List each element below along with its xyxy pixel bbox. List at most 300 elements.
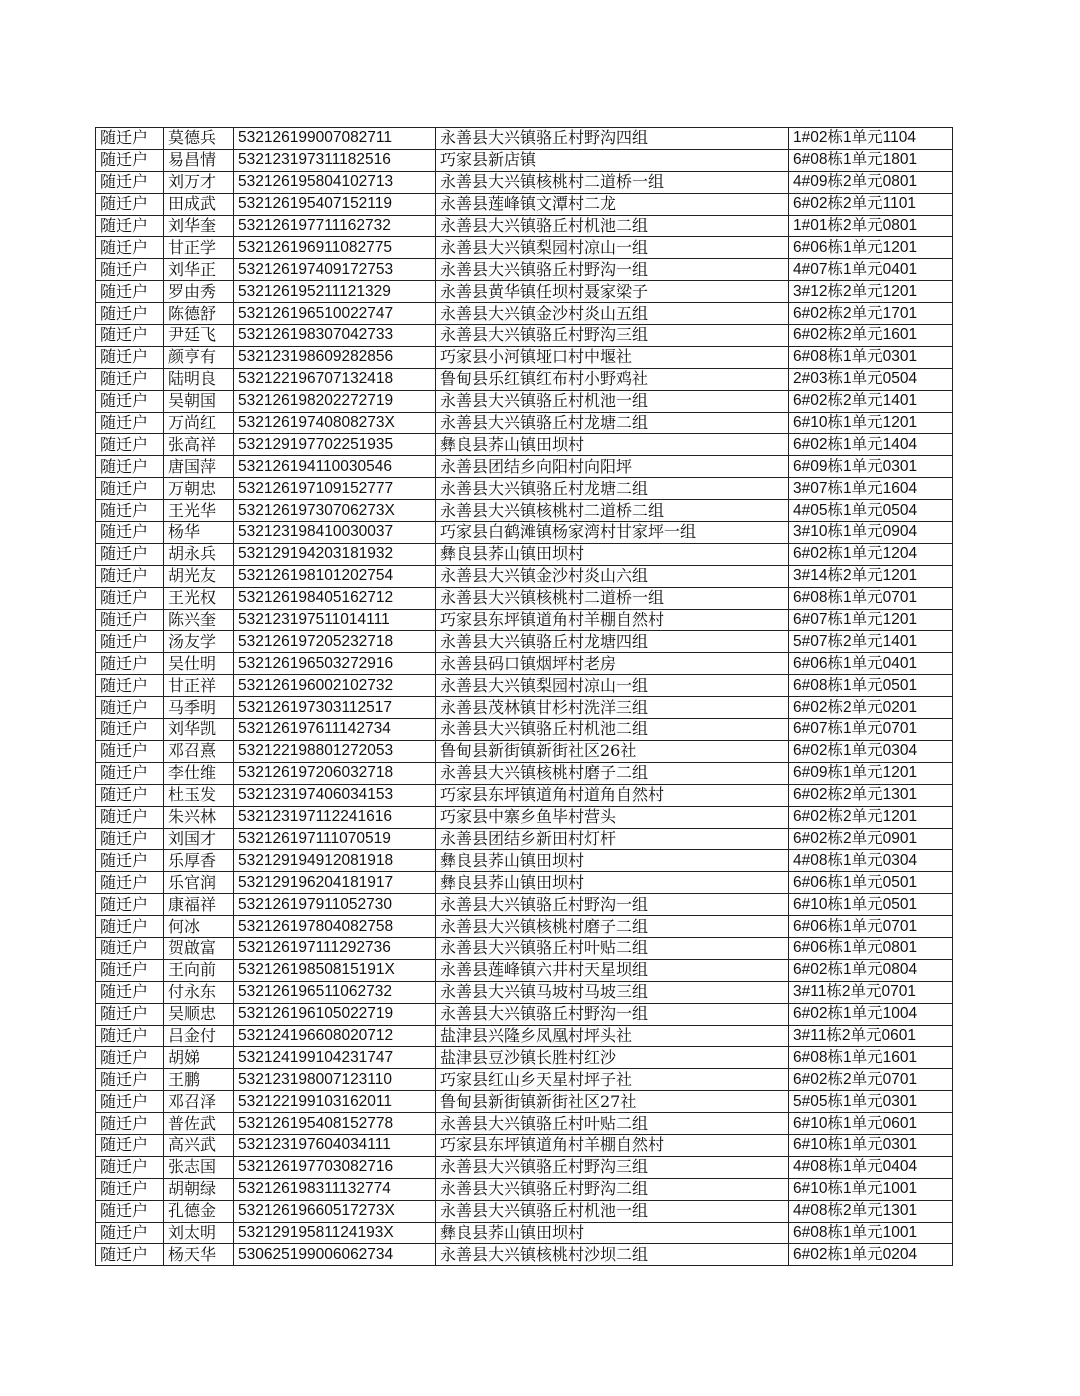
housing-unit-cell: 4#05栋1单元0504 — [789, 500, 953, 522]
household-type-cell: 随迁户 — [96, 1047, 164, 1069]
housing-unit-cell: 6#06栋1单元0801 — [789, 937, 953, 959]
origin-address-cell: 永善县大兴镇金沙村炎山五组 — [436, 303, 789, 325]
name-cell: 胡娣 — [164, 1047, 234, 1069]
table-row — [96, 565, 953, 587]
name-cell: 吴朝国 — [164, 390, 234, 412]
housing-unit-cell: 6#02栋2单元1701 — [789, 303, 953, 325]
table-row — [96, 128, 953, 150]
household-type-cell: 随迁户 — [96, 171, 164, 193]
table-row — [96, 149, 953, 171]
id-number-cell: 532122199103162011 — [234, 1091, 436, 1113]
household-type-cell: 随迁户 — [96, 916, 164, 938]
household-type-cell: 随迁户 — [96, 500, 164, 522]
id-number-cell: 532126195804102713 — [234, 171, 436, 193]
housing-unit-cell: 6#07栋1单元1201 — [789, 609, 953, 631]
housing-unit-cell: 4#07栋1单元0401 — [789, 259, 953, 281]
housing-unit-cell: 6#07栋1单元0701 — [789, 719, 953, 741]
household-type-cell: 随迁户 — [96, 872, 164, 894]
name-cell: 刘华正 — [164, 259, 234, 281]
household-type-cell: 随迁户 — [96, 631, 164, 653]
table-row — [96, 587, 953, 609]
origin-address-cell: 巧家县中寨乡鱼毕村营头 — [436, 806, 789, 828]
id-number-cell: 532123197311182516 — [234, 149, 436, 171]
name-cell: 万朝忠 — [164, 478, 234, 500]
origin-address-cell: 巧家县小河镇垭口村中堰社 — [436, 346, 789, 368]
origin-address-cell: 永善县码口镇烟坪村老房 — [436, 653, 789, 675]
household-type-cell: 随迁户 — [96, 346, 164, 368]
housing-unit-cell: 6#02栋1单元0204 — [789, 1244, 953, 1266]
name-cell: 吕金付 — [164, 1025, 234, 1047]
name-cell: 陈兴奎 — [164, 609, 234, 631]
table-row — [96, 697, 953, 719]
household-type-cell: 随迁户 — [96, 193, 164, 215]
name-cell: 王鹏 — [164, 1069, 234, 1091]
household-type-cell: 随迁户 — [96, 762, 164, 784]
household-type-cell: 随迁户 — [96, 412, 164, 434]
table-row — [96, 959, 953, 981]
id-number-cell: 532126194110030546 — [234, 456, 436, 478]
housing-unit-cell: 1#01栋2单元0801 — [789, 215, 953, 237]
name-cell: 甘正祥 — [164, 675, 234, 697]
household-type-cell: 随迁户 — [96, 543, 164, 565]
origin-address-cell: 永善县茂林镇甘杉村洗洋三组 — [436, 697, 789, 719]
origin-address-cell: 巧家县东坪镇道角村道角自然村 — [436, 784, 789, 806]
household-type-cell: 随迁户 — [96, 522, 164, 544]
housing-unit-cell: 6#08栋1单元0301 — [789, 346, 953, 368]
id-number-cell: 532126197711162732 — [234, 215, 436, 237]
name-cell: 王向前 — [164, 959, 234, 981]
household-type-cell: 随迁户 — [96, 675, 164, 697]
origin-address-cell: 巧家县东坪镇道角村羊棚自然村 — [436, 609, 789, 631]
table-row — [96, 762, 953, 784]
origin-address-cell: 永善县大兴镇核桃村二道桥一组 — [436, 171, 789, 193]
housing-unit-cell: 6#09栋1单元0301 — [789, 456, 953, 478]
table-row — [96, 1134, 953, 1156]
origin-address-cell: 彝良县荞山镇田坝村 — [436, 543, 789, 565]
household-type-cell: 随迁户 — [96, 959, 164, 981]
name-cell: 汤友学 — [164, 631, 234, 653]
origin-address-cell: 永善县大兴镇骆丘村机池一组 — [436, 1200, 789, 1222]
housing-unit-cell: 6#02栋1单元1204 — [789, 543, 953, 565]
name-cell: 陆明良 — [164, 368, 234, 390]
household-type-cell: 随迁户 — [96, 784, 164, 806]
name-cell: 莫德兵 — [164, 128, 234, 150]
housing-unit-cell: 3#10栋1单元0904 — [789, 522, 953, 544]
origin-address-cell: 永善县大兴镇核桃村磨子二组 — [436, 916, 789, 938]
household-type-cell: 随迁户 — [96, 697, 164, 719]
name-cell: 吴仕明 — [164, 653, 234, 675]
id-number-cell: 532126196511062732 — [234, 981, 436, 1003]
origin-address-cell: 永善县莲峰镇六井村天星坝组 — [436, 959, 789, 981]
household-type-cell: 随迁户 — [96, 937, 164, 959]
household-type-cell: 随迁户 — [96, 1244, 164, 1266]
housing-unit-cell: 6#10栋1单元1001 — [789, 1178, 953, 1200]
household-type-cell: 随迁户 — [96, 609, 164, 631]
table-row — [96, 850, 953, 872]
housing-unit-cell: 6#02栋2单元1301 — [789, 784, 953, 806]
household-type-cell: 随迁户 — [96, 368, 164, 390]
name-cell: 张高祥 — [164, 434, 234, 456]
id-number-cell: 53212619740808273X — [234, 412, 436, 434]
table-row — [96, 171, 953, 193]
id-number-cell: 532126195408152778 — [234, 1113, 436, 1135]
origin-address-cell: 永善县黄华镇任坝村聂家梁子 — [436, 281, 789, 303]
id-number-cell: 532126196002102732 — [234, 675, 436, 697]
housing-unit-cell: 5#05栋1单元0301 — [789, 1091, 953, 1113]
housing-unit-cell: 6#06栋1单元0501 — [789, 872, 953, 894]
name-cell: 杜玉发 — [164, 784, 234, 806]
id-number-cell: 532123197604034111 — [234, 1134, 436, 1156]
housing-unit-cell: 4#08栋1单元0404 — [789, 1156, 953, 1178]
name-cell: 胡永兵 — [164, 543, 234, 565]
housing-unit-cell: 6#06栋1单元0701 — [789, 916, 953, 938]
origin-address-cell: 永善县大兴镇核桃村二道桥一组 — [436, 587, 789, 609]
housing-unit-cell: 6#02栋1单元1004 — [789, 1003, 953, 1025]
housing-unit-cell: 3#12栋2单元1201 — [789, 281, 953, 303]
id-number-cell: 532123198410030037 — [234, 522, 436, 544]
housing-unit-cell: 3#11栋2单元0701 — [789, 981, 953, 1003]
table-body — [96, 128, 953, 1266]
name-cell: 易昌情 — [164, 149, 234, 171]
id-number-cell: 532126198202272719 — [234, 390, 436, 412]
housing-unit-cell: 6#08栋1单元0501 — [789, 675, 953, 697]
id-number-cell: 532126197111070519 — [234, 828, 436, 850]
name-cell: 乐官润 — [164, 872, 234, 894]
origin-address-cell: 永善县大兴镇核桃村二道桥二组 — [436, 500, 789, 522]
id-number-cell: 532124196608020712 — [234, 1025, 436, 1047]
id-number-cell: 532126197611142734 — [234, 719, 436, 741]
housing-unit-cell: 6#10栋1单元0301 — [789, 1134, 953, 1156]
table-row — [96, 1047, 953, 1069]
name-cell: 何冰 — [164, 916, 234, 938]
housing-unit-cell: 6#02栋2单元0901 — [789, 828, 953, 850]
table-row — [96, 1091, 953, 1113]
table-row — [96, 500, 953, 522]
origin-address-cell: 永善县大兴镇骆丘村龙塘二组 — [436, 412, 789, 434]
origin-address-cell: 永善县团结乡向阳村向阳坪 — [436, 456, 789, 478]
housing-unit-cell: 3#11栋2单元0601 — [789, 1025, 953, 1047]
table-row — [96, 719, 953, 741]
household-type-cell: 随迁户 — [96, 237, 164, 259]
id-number-cell: 532126196510022747 — [234, 303, 436, 325]
origin-address-cell: 鲁甸县新街镇新街社区26社 — [436, 740, 789, 762]
table-row — [96, 631, 953, 653]
id-number-cell: 532129194203181932 — [234, 543, 436, 565]
table-row — [96, 1113, 953, 1135]
table-row — [96, 1200, 953, 1222]
housing-unit-cell: 3#07栋1单元1604 — [789, 478, 953, 500]
origin-address-cell: 永善县大兴镇梨园村凉山一组 — [436, 675, 789, 697]
household-type-cell: 随迁户 — [96, 1134, 164, 1156]
name-cell: 邓召熹 — [164, 740, 234, 762]
table-row — [96, 806, 953, 828]
id-number-cell: 532124199104231747 — [234, 1047, 436, 1069]
origin-address-cell: 鲁甸县新街镇新街社区27社 — [436, 1091, 789, 1113]
table-row — [96, 740, 953, 762]
origin-address-cell: 彝良县荞山镇田坝村 — [436, 1222, 789, 1244]
table-row — [96, 609, 953, 631]
name-cell: 刘华奎 — [164, 215, 234, 237]
origin-address-cell: 盐津县豆沙镇长胜村红沙 — [436, 1047, 789, 1069]
name-cell: 刘国才 — [164, 828, 234, 850]
origin-address-cell: 鲁甸县乐红镇红布村小野鸡社 — [436, 368, 789, 390]
origin-address-cell: 巧家县新店镇 — [436, 149, 789, 171]
name-cell: 刘太明 — [164, 1222, 234, 1244]
id-number-cell: 532129194912081918 — [234, 850, 436, 872]
origin-address-cell: 永善县大兴镇骆丘村野沟三组 — [436, 1156, 789, 1178]
origin-address-cell: 永善县大兴镇骆丘村野沟一组 — [436, 1003, 789, 1025]
origin-address-cell: 永善县大兴镇金沙村炎山六组 — [436, 565, 789, 587]
table-row — [96, 325, 953, 347]
housing-unit-cell: 5#07栋2单元1401 — [789, 631, 953, 653]
table-row — [96, 456, 953, 478]
id-number-cell: 532123197511014111 — [234, 609, 436, 631]
relocation-register-table — [95, 127, 953, 1266]
origin-address-cell: 永善县大兴镇梨园村凉山一组 — [436, 237, 789, 259]
id-number-cell: 53212919581124193X — [234, 1222, 436, 1244]
table-row — [96, 478, 953, 500]
name-cell: 乐厚香 — [164, 850, 234, 872]
table-row — [96, 368, 953, 390]
id-number-cell: 532126197303112517 — [234, 697, 436, 719]
household-type-cell: 随迁户 — [96, 128, 164, 150]
table-row — [96, 872, 953, 894]
name-cell: 杨天华 — [164, 1244, 234, 1266]
housing-unit-cell: 1#02栋1单元1104 — [789, 128, 953, 150]
origin-address-cell: 永善县大兴镇骆丘村龙塘二组 — [436, 478, 789, 500]
household-type-cell: 随迁户 — [96, 894, 164, 916]
origin-address-cell: 巧家县白鹤滩镇杨家湾村甘家坪一组 — [436, 522, 789, 544]
table-row — [96, 1222, 953, 1244]
name-cell: 胡光友 — [164, 565, 234, 587]
id-number-cell: 532126198101202754 — [234, 565, 436, 587]
household-type-cell: 随迁户 — [96, 981, 164, 1003]
origin-address-cell: 巧家县东坪镇道角村羊棚自然村 — [436, 1134, 789, 1156]
name-cell: 刘万才 — [164, 171, 234, 193]
housing-unit-cell: 6#09栋1单元1201 — [789, 762, 953, 784]
housing-unit-cell: 4#09栋2单元0801 — [789, 171, 953, 193]
origin-address-cell: 永善县大兴镇核桃村磨子二组 — [436, 762, 789, 784]
housing-unit-cell: 6#02栋2单元0201 — [789, 697, 953, 719]
table-row — [96, 784, 953, 806]
household-type-cell: 随迁户 — [96, 828, 164, 850]
table-row — [96, 1178, 953, 1200]
household-type-cell: 随迁户 — [96, 215, 164, 237]
household-type-cell: 随迁户 — [96, 587, 164, 609]
origin-address-cell: 彝良县荞山镇田坝村 — [436, 872, 789, 894]
household-type-cell: 随迁户 — [96, 1069, 164, 1091]
table-row — [96, 675, 953, 697]
household-type-cell: 随迁户 — [96, 1113, 164, 1135]
housing-unit-cell: 6#10栋1单元1201 — [789, 412, 953, 434]
table-row — [96, 1003, 953, 1025]
housing-unit-cell: 6#02栋1单元0804 — [789, 959, 953, 981]
household-type-cell: 随迁户 — [96, 149, 164, 171]
id-number-cell: 532129197702251935 — [234, 434, 436, 456]
id-number-cell: 532126197111292736 — [234, 937, 436, 959]
household-type-cell: 随迁户 — [96, 390, 164, 412]
id-number-cell: 532123197112241616 — [234, 806, 436, 828]
table-row — [96, 916, 953, 938]
origin-address-cell: 永善县大兴镇骆丘村机池一组 — [436, 390, 789, 412]
id-number-cell: 532126196911082775 — [234, 237, 436, 259]
household-type-cell: 随迁户 — [96, 565, 164, 587]
name-cell: 付永东 — [164, 981, 234, 1003]
table-row — [96, 412, 953, 434]
household-type-cell: 随迁户 — [96, 303, 164, 325]
id-number-cell: 532123198609282856 — [234, 346, 436, 368]
origin-address-cell: 永善县大兴镇骆丘村机池二组 — [436, 215, 789, 237]
id-number-cell: 532126197109152777 — [234, 478, 436, 500]
name-cell: 王光权 — [164, 587, 234, 609]
housing-unit-cell: 4#08栋1单元0304 — [789, 850, 953, 872]
table-row — [96, 237, 953, 259]
id-number-cell: 532126198405162712 — [234, 587, 436, 609]
housing-unit-cell: 4#08栋2单元1301 — [789, 1200, 953, 1222]
housing-unit-cell: 6#02栋2单元0701 — [789, 1069, 953, 1091]
household-type-cell: 随迁户 — [96, 259, 164, 281]
name-cell: 甘正学 — [164, 237, 234, 259]
id-number-cell: 53212619730706273X — [234, 500, 436, 522]
origin-address-cell: 永善县大兴镇骆丘村叶贴二组 — [436, 937, 789, 959]
id-number-cell: 53212619850815191X — [234, 959, 436, 981]
household-type-cell: 随迁户 — [96, 281, 164, 303]
table-row — [96, 828, 953, 850]
id-number-cell: 532126197206032718 — [234, 762, 436, 784]
housing-unit-cell: 6#06栋1单元0401 — [789, 653, 953, 675]
household-type-cell: 随迁户 — [96, 1156, 164, 1178]
id-number-cell: 532126195211121329 — [234, 281, 436, 303]
table-row — [96, 215, 953, 237]
name-cell: 田成武 — [164, 193, 234, 215]
housing-unit-cell: 2#03栋1单元0504 — [789, 368, 953, 390]
origin-address-cell: 永善县大兴镇马坡村马坡三组 — [436, 981, 789, 1003]
name-cell: 普佐武 — [164, 1113, 234, 1135]
origin-address-cell: 彝良县荞山镇田坝村 — [436, 434, 789, 456]
table-row — [96, 303, 953, 325]
name-cell: 罗由秀 — [164, 281, 234, 303]
name-cell: 孔德金 — [164, 1200, 234, 1222]
housing-unit-cell: 6#02栋2单元1101 — [789, 193, 953, 215]
origin-address-cell: 永善县大兴镇骆丘村野沟二组 — [436, 1178, 789, 1200]
id-number-cell: 532126196503272916 — [234, 653, 436, 675]
id-number-cell: 532126195407152119 — [234, 193, 436, 215]
origin-address-cell: 永善县莲峰镇文潭村二龙 — [436, 193, 789, 215]
origin-address-cell: 永善县大兴镇核桃村沙坝二组 — [436, 1244, 789, 1266]
table-row — [96, 894, 953, 916]
id-number-cell: 532126199007082711 — [234, 128, 436, 150]
name-cell: 杨华 — [164, 522, 234, 544]
name-cell: 万尚红 — [164, 412, 234, 434]
origin-address-cell: 巧家县红山乡天星村坪子社 — [436, 1069, 789, 1091]
id-number-cell: 532126197804082758 — [234, 916, 436, 938]
household-type-cell: 随迁户 — [96, 653, 164, 675]
name-cell: 胡朝绿 — [164, 1178, 234, 1200]
table-row — [96, 937, 953, 959]
table-row — [96, 543, 953, 565]
household-type-cell: 随迁户 — [96, 1003, 164, 1025]
table-row — [96, 281, 953, 303]
household-type-cell: 随迁户 — [96, 1222, 164, 1244]
name-cell: 邓召泽 — [164, 1091, 234, 1113]
origin-address-cell: 永善县大兴镇骆丘村野沟三组 — [436, 325, 789, 347]
table-row — [96, 1069, 953, 1091]
name-cell: 朱兴林 — [164, 806, 234, 828]
name-cell: 康福祥 — [164, 894, 234, 916]
housing-unit-cell: 6#02栋2单元1201 — [789, 806, 953, 828]
id-number-cell: 532126197205232718 — [234, 631, 436, 653]
housing-unit-cell: 6#08栋1单元1001 — [789, 1222, 953, 1244]
housing-unit-cell: 6#02栋1单元1404 — [789, 434, 953, 456]
id-number-cell: 532123198007123110 — [234, 1069, 436, 1091]
household-type-cell: 随迁户 — [96, 456, 164, 478]
table-row — [96, 259, 953, 281]
id-number-cell: 532126198311132774 — [234, 1178, 436, 1200]
housing-unit-cell: 6#08栋1单元1601 — [789, 1047, 953, 1069]
household-type-cell: 随迁户 — [96, 806, 164, 828]
name-cell: 颜亨有 — [164, 346, 234, 368]
origin-address-cell: 永善县大兴镇骆丘村野沟四组 — [436, 128, 789, 150]
origin-address-cell: 盐津县兴隆乡凤凰村坪头社 — [436, 1025, 789, 1047]
name-cell: 李仕维 — [164, 762, 234, 784]
id-number-cell: 532126198307042733 — [234, 325, 436, 347]
origin-address-cell: 彝良县荞山镇田坝村 — [436, 850, 789, 872]
name-cell: 贺啟富 — [164, 937, 234, 959]
housing-unit-cell: 6#08栋1单元0701 — [789, 587, 953, 609]
id-number-cell: 532129196204181917 — [234, 872, 436, 894]
housing-unit-cell: 6#02栋2单元1601 — [789, 325, 953, 347]
table-row — [96, 1025, 953, 1047]
name-cell: 唐国萍 — [164, 456, 234, 478]
table-row — [96, 1156, 953, 1178]
origin-address-cell: 永善县大兴镇骆丘村野沟一组 — [436, 894, 789, 916]
id-number-cell: 532126197911052730 — [234, 894, 436, 916]
id-number-cell: 532122198801272053 — [234, 740, 436, 762]
id-number-cell: 532126197409172753 — [234, 259, 436, 281]
name-cell: 高兴武 — [164, 1134, 234, 1156]
origin-address-cell: 永善县大兴镇骆丘村机池二组 — [436, 719, 789, 741]
id-number-cell: 532123197406034153 — [234, 784, 436, 806]
household-type-cell: 随迁户 — [96, 850, 164, 872]
housing-unit-cell: 6#06栋1单元1201 — [789, 237, 953, 259]
table-row — [96, 390, 953, 412]
id-number-cell: 532126197703082716 — [234, 1156, 436, 1178]
origin-address-cell: 永善县团结乡新田村灯杆 — [436, 828, 789, 850]
table-row — [96, 193, 953, 215]
housing-unit-cell: 6#10栋1单元0601 — [789, 1113, 953, 1135]
id-number-cell: 530625199006062734 — [234, 1244, 436, 1266]
table-row — [96, 346, 953, 368]
id-number-cell: 53212619660517273X — [234, 1200, 436, 1222]
household-type-cell: 随迁户 — [96, 434, 164, 456]
table-row — [96, 981, 953, 1003]
household-type-cell: 随迁户 — [96, 1178, 164, 1200]
household-type-cell: 随迁户 — [96, 1200, 164, 1222]
household-type-cell: 随迁户 — [96, 1025, 164, 1047]
housing-unit-cell: 6#10栋1单元0501 — [789, 894, 953, 916]
household-type-cell: 随迁户 — [96, 478, 164, 500]
table-row — [96, 522, 953, 544]
name-cell: 吴顺忠 — [164, 1003, 234, 1025]
household-type-cell: 随迁户 — [96, 325, 164, 347]
origin-address-cell: 永善县大兴镇骆丘村龙塘四组 — [436, 631, 789, 653]
table-row — [96, 1244, 953, 1266]
name-cell: 王光华 — [164, 500, 234, 522]
name-cell: 陈德舒 — [164, 303, 234, 325]
table-row — [96, 653, 953, 675]
housing-unit-cell: 6#02栋2单元1401 — [789, 390, 953, 412]
id-number-cell: 532126196105022719 — [234, 1003, 436, 1025]
